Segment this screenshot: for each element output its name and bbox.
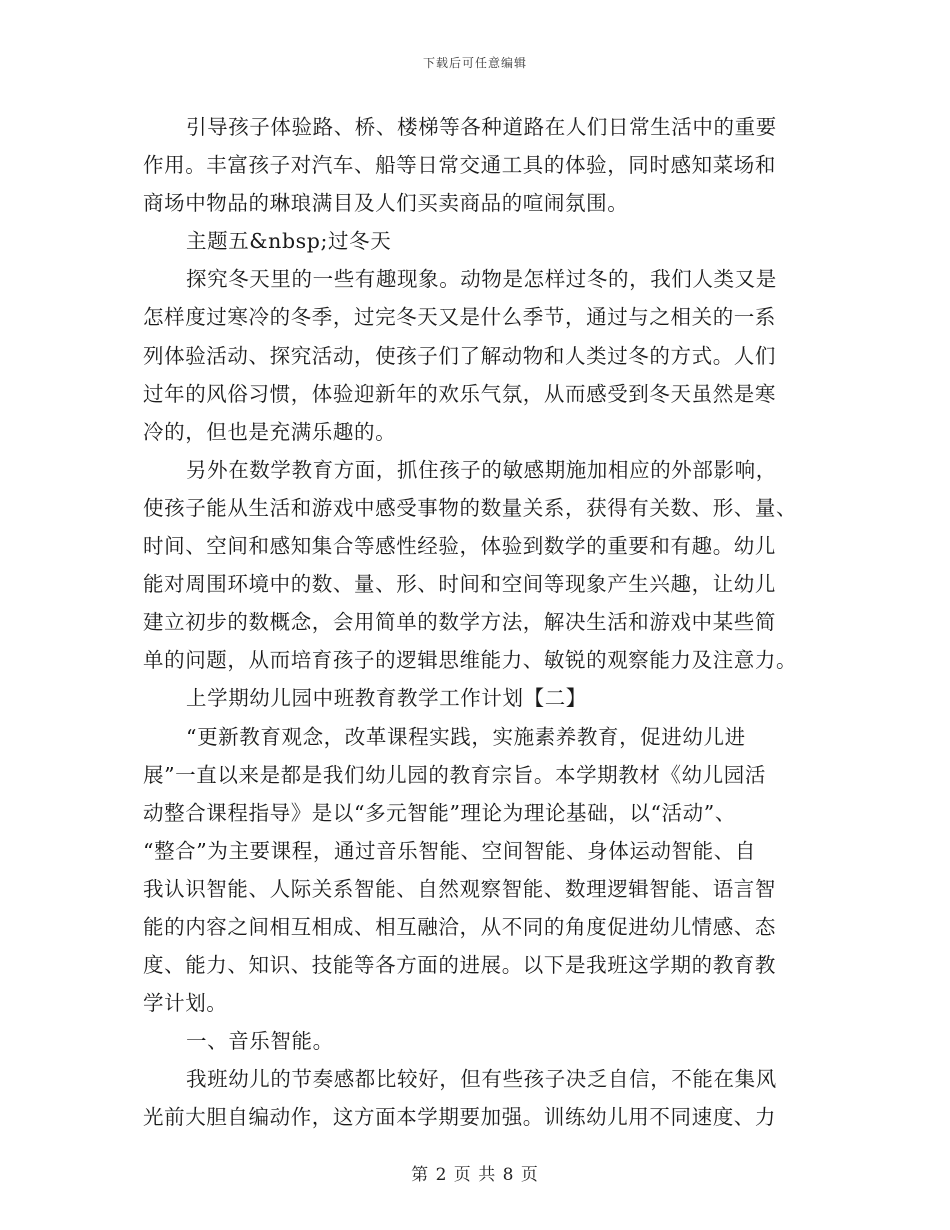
text-line: 冷的，但也是充满乐趣的。: [143, 419, 397, 444]
text-line: 我认识智能、人际关系智能、自然观察智能、数理逻辑智能、语言智: [143, 876, 776, 901]
text-line: 另外在数学教育方面，抓住孩子的敏感期施加相应的外部影响，: [186, 457, 777, 482]
text-line: 光前大胆自编动作，这方面本学期要加强。训练幼儿用不同速度、力: [143, 1105, 776, 1130]
page-footer: [0, 1160, 950, 1185]
text-line: 引导孩子体验路、桥、楼梯等各种道路在人们日常生活中的重要: [186, 115, 777, 139]
text-line: 建立初步的数概念，会用简单的数学方法，解决生活和游戏中某些简: [143, 610, 776, 635]
text-line: “整合”为主要课程，通过音乐智能、空间智能、身体运动智能、自: [143, 838, 756, 863]
text-line: 学计划。: [143, 991, 228, 1016]
text-line: 探究冬天里的一些有趣现象。动物是怎样过冬的，我们人类又是: [186, 267, 777, 292]
text-line: 怎样度过寒冷的冬季，过完冬天又是什么季节，通过与之相关的一系: [143, 305, 776, 330]
text-line: 动整合课程指导》是以“多元智能”理论为理论基础，以“活动”、: [143, 800, 736, 825]
text-line: 上学期幼儿园中班教育教学工作计划【二】: [186, 686, 587, 711]
text-line: 使孩子能从生活和游戏中感受事物的数量关系，获得有关数、形、量、: [143, 495, 798, 520]
text-line: 能的内容之间相互相成、相互融洽，从不同的角度促进幼儿情感、态: [143, 914, 776, 939]
text-line: 列体验活动、探究活动，使孩子们了解动物和人类过冬的方式。人们: [143, 343, 776, 368]
text-line: 能对周围环境中的数、量、形、时间和空间等现象产生兴趣，让幼儿: [143, 572, 776, 597]
text-line: 一、音乐智能。: [186, 1029, 334, 1054]
text-line: 展”一直以来是都是我们幼儿园的教育宗旨。本学期教材《幼儿园活: [143, 762, 766, 787]
text-line: 过年的风俗习惯，体验迎新年的欢乐气氛，从而感受到冬天虽然是寒: [143, 381, 776, 406]
document-body: [143, 108, 813, 1137]
text-line: 度、能力、知识、技能等各方面的进展。以下是我班这学期的教育教: [143, 953, 776, 978]
page-number-label: 第 2 页 共 8 页: [411, 1165, 539, 1185]
text-line: 主题五&nbsp;过冬天: [186, 229, 392, 254]
text-line: 时间、空间和感知集合等感性经验，体验到数学的重要和有趣。幼儿: [143, 534, 776, 559]
text-line: 单的问题，从而培育孩子的逻辑思维能力、敏锐的观察能力及注意力。: [143, 648, 798, 673]
text-line: “更新教育观念，改革课程实践，实施素养教育，促进幼儿进: [186, 724, 746, 749]
text-line: 商场中物品的琳琅满目及人们买卖商品的喧闹氛围。: [143, 191, 629, 216]
text-line: 作用。丰富孩子对汽车、船等日常交通工具的体验，同时感知菜场和: [143, 153, 776, 178]
text-line: 我班幼儿的节奏感都比较好，但有些孩子决乏自信，不能在集风: [186, 1067, 777, 1092]
header-note: 下载后可任意编辑: [422, 56, 527, 70]
